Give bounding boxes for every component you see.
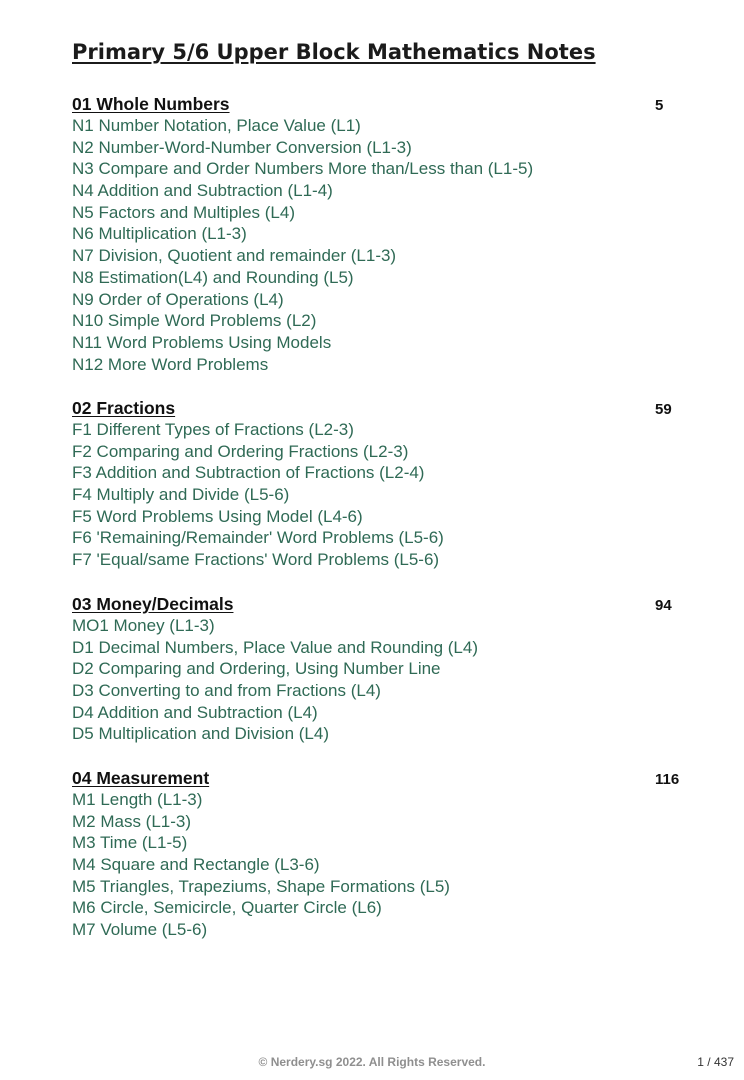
section-page-number: 116	[655, 771, 680, 788]
section-title: 01 Whole Numbers	[72, 94, 230, 114]
topic-item: M2 Mass (L1-3)	[72, 811, 192, 831]
topic-item: M1 Length (L1-3)	[72, 790, 203, 809]
topic-item: D5 Multiplication and Division (L4)	[72, 724, 330, 744]
section-whole-numbers	[72, 93, 692, 375]
topic-item: F6 'Remaining/Remainder' Word Problems (L5-6)	[72, 528, 444, 548]
section-page-number: 5	[655, 97, 664, 114]
section-fractions	[72, 397, 692, 571]
section-title: 03 Money/Decimals	[72, 594, 234, 614]
section-page-number: 59	[655, 401, 672, 418]
section-page-number: 94	[655, 597, 672, 614]
topic-item: N12 More Word Problems	[72, 354, 269, 374]
topic-item: F2 Comparing and Ordering Fractions (L2-3)	[72, 441, 409, 461]
section-title: 02 Fractions	[72, 398, 176, 418]
topic-item: N7 Division, Quotient and remainder (L1-3)	[72, 246, 397, 266]
topic-item: F3 Addition and Subtraction of Fractions (L2-4)	[72, 463, 425, 483]
topic-list	[72, 115, 692, 375]
section-money-decimals	[72, 593, 692, 745]
page-title: Primary 5/6 Upper Block Mathematics Notes	[72, 40, 596, 64]
topic-item: D3 Converting to and from Fractions (L4)	[72, 681, 381, 701]
topic-item: F4 Multiply and Divide (L5-6)	[72, 485, 290, 505]
topic-item: N8 Estimation(L4) and Rounding (L5)	[72, 267, 354, 287]
topic-list	[72, 789, 692, 941]
section-title: 04 Measurement	[72, 768, 210, 788]
topic-list	[72, 419, 692, 571]
topic-list	[72, 615, 692, 745]
topic-item: F1 Different Types of Fractions (L2-3)	[72, 420, 354, 439]
topic-item: D1 Decimal Numbers, Place Value and Rounding (L4)	[72, 637, 478, 657]
topic-item: D2 Comparing and Ordering, Using Number Line	[72, 659, 441, 679]
topic-item: N6 Multiplication (L1-3)	[72, 224, 247, 244]
topic-item: M5 Triangles, Trapeziums, Shape Formations (L5)	[72, 876, 450, 896]
topic-item: N3 Compare and Order Numbers More than/Less than (L1-5)	[72, 159, 534, 179]
topic-item: M3 Time (L1-5)	[72, 833, 188, 853]
topic-item: N2 Number-Word-Number Conversion (L1-3)	[72, 137, 412, 157]
topic-item: F5 Word Problems Using Model (L4-6)	[72, 506, 363, 526]
topic-item: M6 Circle, Semicircle, Quarter Circle (L6)	[72, 898, 382, 918]
topic-item: F7 'Equal/same Fractions' Word Problems (L5-6)	[72, 550, 440, 570]
topic-item: N4 Addition and Subtraction (L1-4)	[72, 181, 333, 201]
section-measurement	[72, 767, 692, 941]
topic-item: N11 Word Problems Using Models	[72, 332, 332, 352]
topic-item: N1 Number Notation, Place Value (L1)	[72, 116, 361, 135]
topic-item: M7 Volume (L5-6)	[72, 920, 208, 940]
footer-copyright: © Nerdery.sg 2022. All Rights Reserved.	[258, 1055, 486, 1069]
topic-item: N5 Factors and Multiples (L4)	[72, 202, 295, 222]
topic-item: D4 Addition and Subtraction (L4)	[72, 702, 318, 722]
topic-item: N9 Order of Operations (L4)	[72, 289, 284, 309]
page-indicator: 1 / 437	[697, 1055, 734, 1069]
topic-item: M4 Square and Rectangle (L3-6)	[72, 855, 320, 875]
topic-item: MO1 Money (L1-3)	[72, 616, 215, 635]
topic-item: N10 Simple Word Problems (L2)	[72, 311, 317, 331]
